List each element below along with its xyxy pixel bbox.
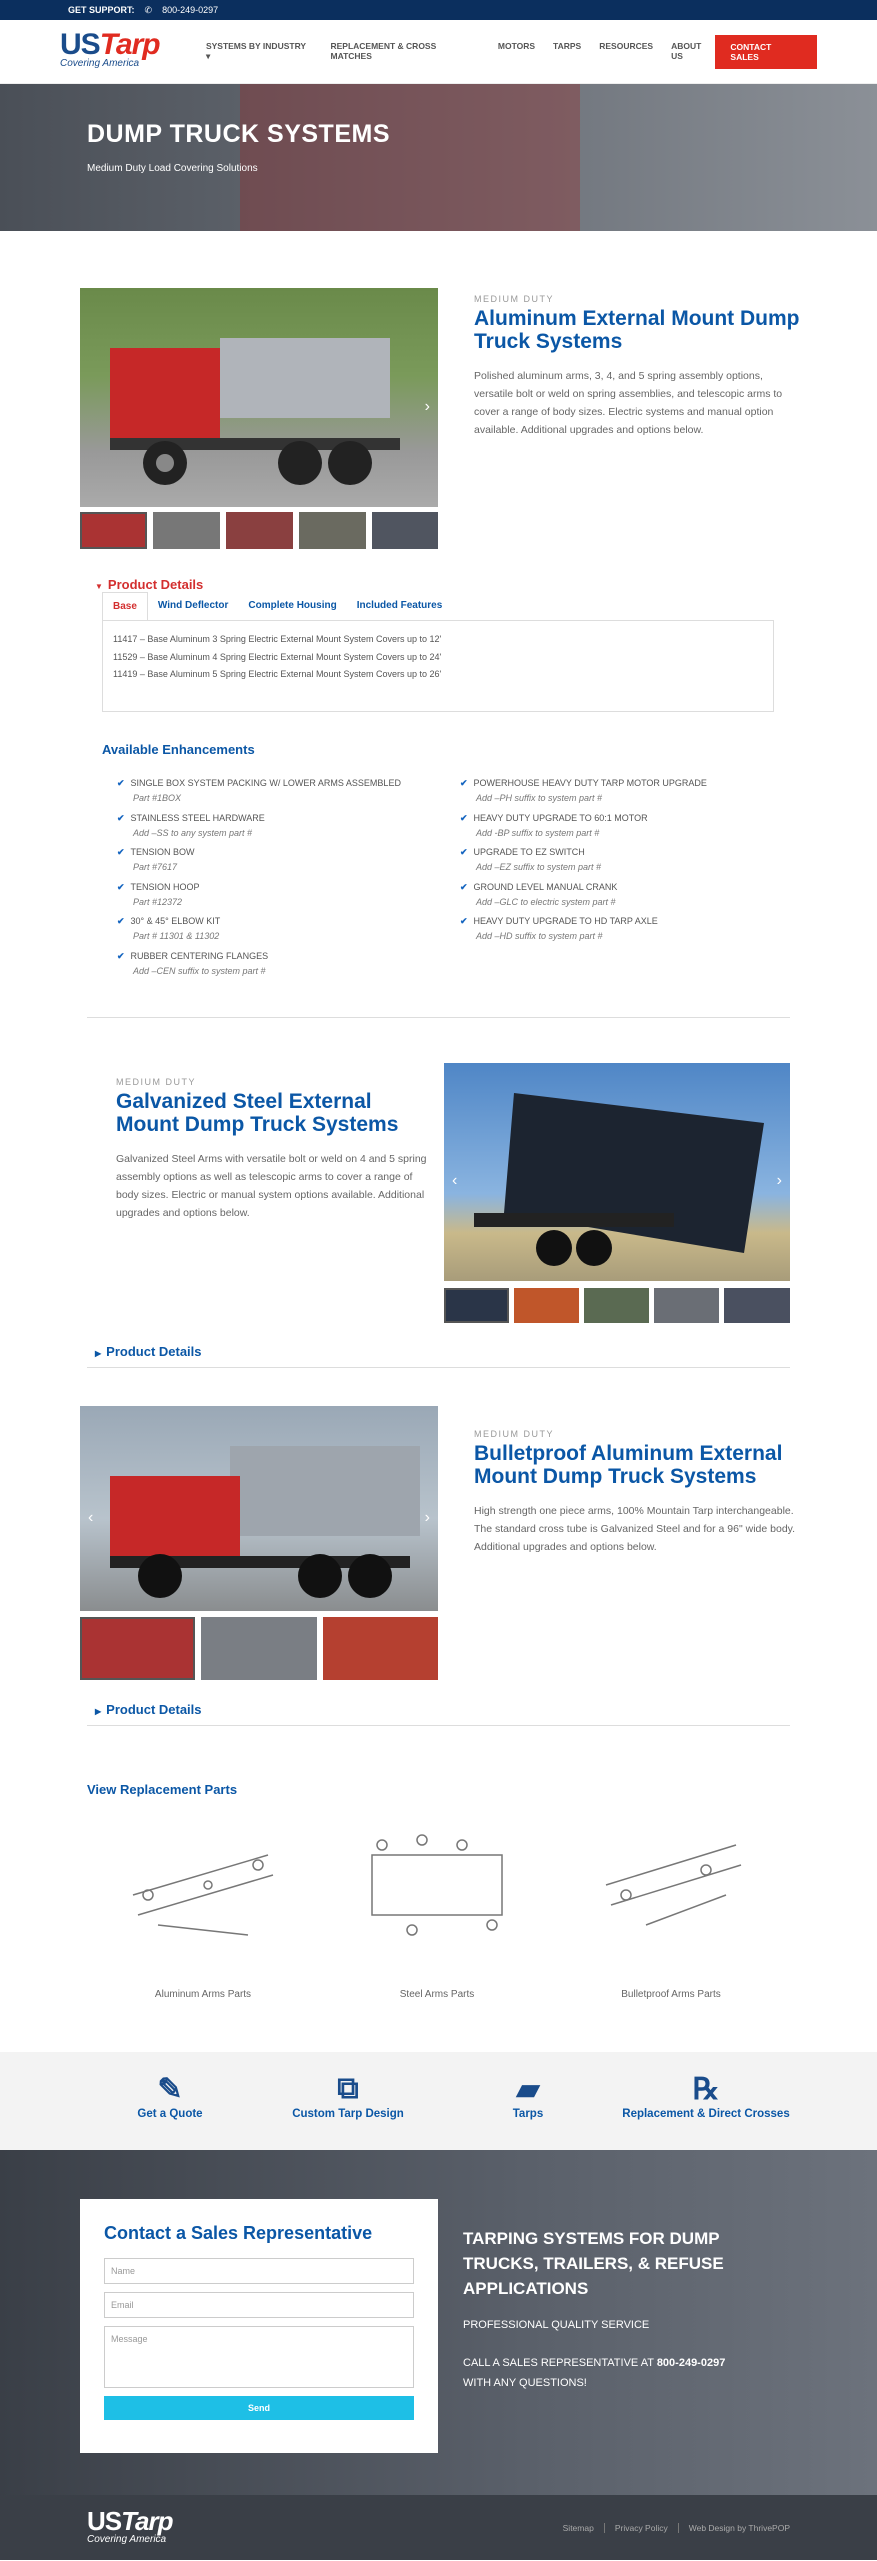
page-subtitle: Medium Duty Load Covering Solutions xyxy=(87,163,258,174)
product-info-aluminum: MEDIUM DUTY Aluminum External Mount Dump Truck Systems Polished aluminum arms, 3, 4, and 5 spring assembly options, versatile bolt or weld on spring assemblies, and telescopic arms to cover a range of body sizes. Electric systems and manual option available. Additional upgrades and options below. xyxy=(474,294,800,436)
tab-complete-housing[interactable]: Complete Housing xyxy=(248,600,337,611)
check-icon: ✔ xyxy=(460,881,468,892)
thumbnail[interactable] xyxy=(201,1617,317,1680)
details-tabs xyxy=(102,592,452,621)
contact-text: TARPING SYSTEMS FOR DUMP TRUCKS, TRAILERS, & REFUSE APPLICATIONS PROFESSIONAL QUALITY SERVICE CALL A SALES REPRESENTATIVE AT 800-249-0297 WITH ANY QUESTIONS! xyxy=(463,2229,726,2389)
tarp-icon: ▰ xyxy=(516,2073,540,2106)
gallery-prev-icon[interactable]: ‹ xyxy=(88,1508,94,1526)
product-title: Aluminum External Mount Dump Truck Systems xyxy=(474,307,800,353)
parts-link-bulletproof[interactable]: Bulletproof Arms Parts xyxy=(571,1825,771,2000)
divider xyxy=(87,1017,790,1018)
thumbnail[interactable] xyxy=(372,512,438,549)
product-details-toggle[interactable]: ▼ Product Details xyxy=(95,577,204,592)
tab-panel-base: 11417 – Base Aluminum 3 Spring Electric External Mount System Covers up to 12' 11529 – Base Aluminum 4 Spring Electric External Mount System Covers up to 24' 11419 – Base Aluminum 5 Spring Electric External Mount System Covers up to 26' xyxy=(102,620,774,712)
caret-right-icon: ▶ xyxy=(95,1707,102,1716)
check-icon: ✔ xyxy=(460,778,468,788)
support-label: GET SUPPORT: xyxy=(68,5,135,15)
contact-sales-button[interactable]: CONTACT SALES xyxy=(715,35,817,69)
product-image-aluminum[interactable] xyxy=(80,288,438,507)
product-image-bulletproof[interactable] xyxy=(80,1406,438,1611)
nav-item-tarps[interactable]: TARPS xyxy=(553,41,582,51)
check-icon: ✔ xyxy=(117,812,125,823)
parts-diagram xyxy=(352,1825,522,1945)
nav-item-motors[interactable]: MOTORS xyxy=(497,41,536,51)
gallery-next-icon[interactable]: › xyxy=(424,397,430,415)
parts-diagram xyxy=(118,1825,288,1945)
logo[interactable]: USTarp Covering America xyxy=(60,27,160,69)
nav-item-about[interactable]: ABOUT US xyxy=(671,41,702,61)
thumbnail[interactable] xyxy=(226,512,293,549)
footer xyxy=(0,2495,877,2560)
page-title: DUMP TRUCK SYSTEMS xyxy=(87,120,391,148)
nav-item-resources[interactable]: RESOURCES xyxy=(599,41,654,51)
nav-item-systems[interactable]: SYSTEMS BY INDUSTRY ▾ xyxy=(205,41,306,61)
footer-links xyxy=(563,2523,790,2533)
parts-link-steel[interactable]: Steel Arms Parts xyxy=(337,1825,537,2000)
design-icon: ⧉ xyxy=(337,2072,359,2105)
check-icon: ✔ xyxy=(117,916,125,926)
thumbnail[interactable] xyxy=(80,1617,195,1680)
name-field[interactable]: Name xyxy=(104,2258,414,2284)
check-icon: ✔ xyxy=(117,881,125,892)
enhancements-heading: Available Enhancements xyxy=(102,742,255,757)
sales-phone[interactable]: 800-249-0297 xyxy=(656,2357,726,2369)
top-bar xyxy=(0,0,877,20)
thumbnail[interactable] xyxy=(444,1288,509,1323)
check-icon: ✔ xyxy=(117,847,125,857)
thumbnail[interactable] xyxy=(299,512,366,549)
nav-item-replacement[interactable]: REPLACEMENT & CROSS MATCHES xyxy=(330,41,437,61)
replacement-parts-heading: View Replacement Parts xyxy=(87,1782,238,1797)
check-icon: ✔ xyxy=(117,778,125,788)
send-button[interactable]: Send xyxy=(104,2396,414,2420)
get-quote-link[interactable]: ✎ Get a Quote xyxy=(80,2072,260,2120)
caret-down-icon: ▼ xyxy=(95,582,103,591)
check-icon: ✔ xyxy=(460,847,468,857)
credit-link[interactable]: Web Design by ThrivePOP xyxy=(678,2523,790,2533)
message-field[interactable]: Message xyxy=(104,2326,414,2388)
footer-logo[interactable]: USTarp Covering America xyxy=(87,2505,173,2545)
product-image-steel[interactable] xyxy=(444,1063,790,1281)
enhancements-left: ✔ SINGLE BOX SYSTEM PACKING W/ LOWER ARMS ASSEMBLED Part #1BOX ✔ STAINLESS STEEL HARDWARE Add –SS to any system part # ✔ TENSION BOW Part #7617 ✔ TENSION HOOP Part #12372 ✔ 30° & 45° ELBOW KIT Part # 11301 & 11302 ✔ RUBBER CENTERING FLANGES Add –CEN suffix to system part # xyxy=(117,778,401,976)
thumbnail[interactable] xyxy=(514,1288,579,1323)
thumbnail[interactable] xyxy=(724,1288,790,1323)
parts-diagram xyxy=(586,1825,756,1945)
product-details-toggle[interactable]: ▶ Product Details xyxy=(95,1344,202,1359)
thumbnail[interactable] xyxy=(323,1617,438,1680)
thumbnail[interactable] xyxy=(654,1288,719,1323)
gallery-next-icon[interactable]: › xyxy=(424,1508,430,1526)
product-title: Bulletproof Aluminum External Mount Dump Truck Systems xyxy=(474,1442,783,1488)
thumbnail[interactable] xyxy=(153,512,220,549)
check-icon: ✔ xyxy=(460,812,468,823)
thumbnail[interactable] xyxy=(584,1288,649,1323)
product-details-toggle[interactable]: ▶ Product Details xyxy=(95,1702,202,1717)
product-title: Galvanized Steel External Mount Dump Truck Systems xyxy=(116,1090,399,1136)
nav-menu xyxy=(206,41,715,62)
check-icon: ✔ xyxy=(117,950,125,961)
thumbnail[interactable] xyxy=(80,512,147,549)
product-info-bulletproof: MEDIUM DUTY Bulletproof Aluminum External Mount Dump Truck Systems High strength one piece arms, 100% Mountain Tarp interchangeable. The standard cross tube is Galvanized Steel and for a 96" wide body. Additional upgrades and options below. xyxy=(474,1429,800,1556)
tarps-link[interactable]: ▰ Tarps xyxy=(438,2072,618,2120)
tab-included-features[interactable]: Included Features xyxy=(356,600,443,611)
sitemap-link[interactable]: Sitemap xyxy=(562,2522,594,2533)
enhancements-right: ✔ POWERHOUSE HEAVY DUTY TARP MOTOR UPGRADE Add –PH suffix to system part # ✔ HEAVY DUTY UPGRADE TO 60:1 MOTOR Add -BP suffix to system part # ✔ UPGRADE TO EZ SWITCH Add –EZ suffix to system part # ✔ GROUND LEVEL MANUAL CRANK Add –GLC to electric system part # ✔ HEAVY DUTY UPGRADE TO HD TARP AXLE Add –HD suffix to system part # xyxy=(460,778,707,941)
gallery-next-icon[interactable]: › xyxy=(776,1172,782,1189)
tab-base[interactable]: Base xyxy=(102,592,148,621)
custom-tarp-link[interactable]: ⧉ Custom Tarp Design xyxy=(258,2072,438,2120)
hero-banner xyxy=(0,84,877,231)
gallery-prev-icon[interactable]: ‹ xyxy=(452,1172,458,1189)
phone-icon: ✆ xyxy=(144,4,153,15)
check-icon: ✔ xyxy=(460,916,468,926)
tab-wind-deflector[interactable]: Wind Deflector xyxy=(157,600,229,611)
main-nav xyxy=(0,20,877,84)
divider xyxy=(87,1725,790,1726)
contact-title: Contact a Sales Representative xyxy=(104,2223,373,2243)
contact-form xyxy=(80,2199,438,2453)
email-field[interactable]: Email xyxy=(104,2292,414,2318)
replacement-link[interactable]: ℞ Replacement & Direct Crosses xyxy=(616,2072,796,2120)
chevron-down-icon: ▾ xyxy=(205,51,211,61)
parts-link-aluminum[interactable]: Aluminum Arms Parts xyxy=(103,1825,303,2000)
rx-icon: ℞ xyxy=(692,2073,720,2106)
divider xyxy=(87,1367,790,1368)
support-phone[interactable]: 800-249-0297 xyxy=(162,5,219,15)
privacy-link[interactable]: Privacy Policy xyxy=(604,2523,668,2533)
product-info-steel: MEDIUM DUTY Galvanized Steel External Mount Dump Truck Systems Galvanized Steel Arms with versatile bolt or weld on 4 and 5 spring assembly options as well as telescopic arms to cover a range of body sizes. Electric or manual system options available. Additional upgrades and options below. xyxy=(116,1077,436,1222)
edit-icon: ✎ xyxy=(157,2073,183,2106)
caret-right-icon: ▶ xyxy=(95,1349,102,1358)
